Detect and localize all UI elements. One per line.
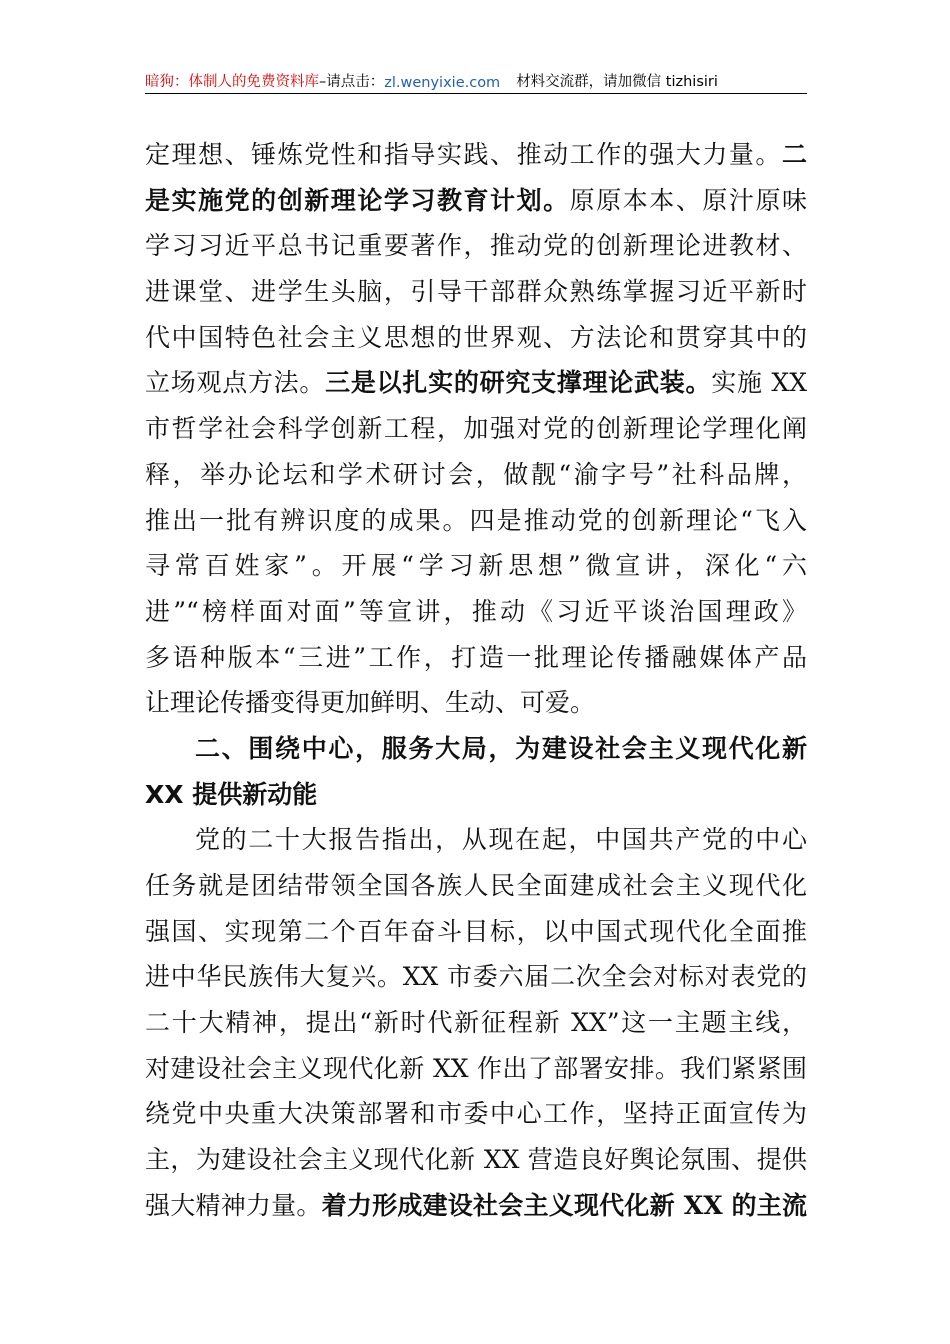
body-line — [145, 863, 807, 909]
text-segment: 任务就是团结带领全国各族人民全面建成社会主义现代化 — [145, 871, 807, 900]
text-segment: 原原本本、原汁原味 — [569, 185, 807, 215]
body-line — [145, 360, 807, 406]
body-line — [145, 817, 807, 863]
body-line — [145, 132, 807, 178]
text-segment: XX 提供新动能 — [145, 779, 318, 809]
text-segment: 党的二十大报告指出，从现在起，中国共产党的中心 — [195, 825, 807, 855]
text-segment: 代中国特色社会主义思想的世界观、方法论和贯穿其中的 — [145, 322, 807, 352]
bold-phrase: 着力形成建设社会主义现代化新 XX 的主流 — [321, 1190, 807, 1220]
body-line — [145, 406, 807, 452]
text-segment: 推出一批有辨识度的成果。四是推动党的创新理论“飞入 — [145, 505, 807, 535]
header-library-name: 暗狗：体制人的免费资料库 — [145, 74, 319, 90]
body-line — [145, 1046, 807, 1092]
text-segment: 进”“榜样面对面”等宣讲，推动《习近平谈治国理政》 — [145, 596, 807, 626]
section-heading-line — [145, 772, 807, 818]
text-segment: 实施 XX — [711, 368, 807, 398]
text-segment: 二、围绕中心，服务大局，为建设社会主义现代化新 — [195, 733, 807, 763]
body-line — [145, 223, 807, 269]
body-line — [145, 589, 807, 635]
bold-phrase: 是实施党的创新理论学习教育计划。 — [145, 185, 570, 215]
body-line — [145, 1091, 807, 1137]
text-segment: 学习习近平总书记重要著作，推动党的创新理论进教材、 — [145, 231, 807, 261]
text-segment: 主，为建设社会主义现代化新 XX 营造良好舆论氛围、提供 — [145, 1145, 807, 1175]
body-line — [145, 954, 807, 1000]
header-website-link[interactable]: zl.wenyixie.com — [384, 75, 501, 91]
body-line — [145, 498, 807, 544]
text-segment: 进课堂、进学生头脑，引导干部群众熟练掌握习近平新时 — [145, 277, 807, 307]
text-segment: 对建设社会主义现代化新 XX 作出了部署安排。我们紧紧围 — [145, 1053, 807, 1083]
text-segment: 二十大精神，提出“新时代新征程新 XX”这一主题主线， — [145, 1008, 807, 1038]
text-segment: 让理论传播变得更加鲜明、生动、可爱。 — [145, 688, 596, 718]
document-body — [145, 132, 807, 1229]
body-line — [145, 543, 807, 589]
body-line — [145, 909, 807, 955]
text-segment: 多语种版本“三进”工作，打造一批理论传播融媒体产品 — [145, 642, 807, 672]
text-segment: 市哲学社会科学创新工程，加强对党的创新理论学理化阐 — [145, 414, 807, 444]
body-line — [145, 315, 807, 361]
body-line — [145, 452, 807, 498]
page-header — [145, 66, 807, 94]
text-segment: 强大精神力量。 — [145, 1190, 322, 1220]
text-segment: 释，举办论坛和学术研讨会，做靓“渝字号”社科品牌， — [145, 459, 807, 489]
text-segment: 定理想、锤炼党性和指导实践、推动工作的强大力量。 — [145, 140, 782, 169]
text-segment: 立场观点方法。 — [145, 368, 326, 398]
text-segment: 强国、实现第二个百年奋斗目标，以中国式现代化全面推 — [145, 916, 807, 946]
header-click-prompt: –请点击： — [319, 74, 385, 90]
body-line — [145, 1183, 807, 1229]
body-line — [145, 269, 807, 315]
body-line — [145, 1000, 807, 1046]
body-line — [145, 635, 807, 681]
text-segment: 绕党中央重大决策部署和市委中心工作，坚持正面宣传为 — [145, 1099, 807, 1129]
text-segment: 寻常百姓家”。开展“学习新思想”微宣讲，深化“六 — [145, 551, 807, 581]
section-heading-line — [145, 726, 807, 772]
text-segment: 进中华民族伟大复兴。XX 市委六届二次全会对标对表党的 — [145, 962, 807, 992]
header-wechat-note: 材料交流群，请加微信 tizhisiri — [516, 74, 718, 90]
body-line — [145, 1137, 807, 1183]
body-line — [145, 178, 807, 224]
bold-phrase: 三是以扎实的研究支撑理论武装。 — [325, 368, 712, 398]
body-line — [145, 680, 807, 726]
bold-phrase: 二 — [781, 140, 807, 169]
